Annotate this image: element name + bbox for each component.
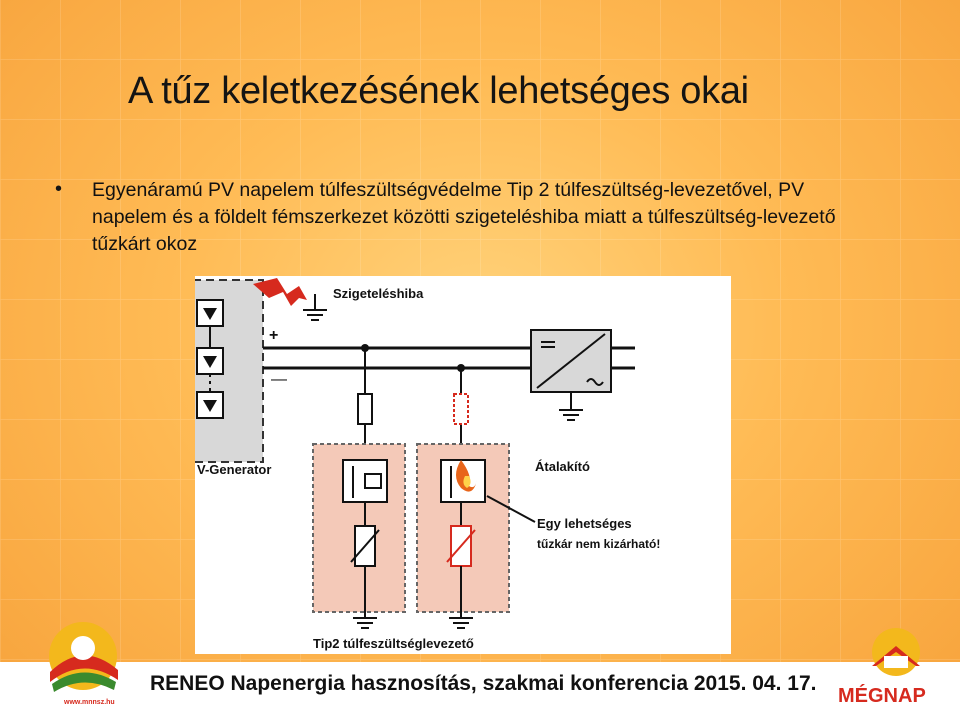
- left-logo-url: www.mnnsz.hu: [64, 699, 115, 706]
- spd-diagram: [195, 276, 731, 654]
- generator-label: V-Generator: [197, 462, 272, 477]
- slide-title: A tűz keletkezésének lehetséges okai: [128, 70, 749, 112]
- plus-label: +: [269, 327, 279, 344]
- megnap-logo-icon: [838, 622, 948, 712]
- fuse-2: [454, 394, 468, 424]
- footer-text: RENEO Napenergia hasznosítás, szakmai konferencia 2015. 04. 17.: [150, 672, 817, 695]
- inverter-label: Átalakító: [535, 459, 590, 474]
- fire-note-line2: tűzkár nem kizárható!: [537, 537, 661, 551]
- spd-diagram-svg: [195, 276, 731, 654]
- insulation-fault-label: Szigeteléshiba: [333, 286, 424, 301]
- bullet-icon: •: [55, 178, 63, 200]
- minus-label: —: [271, 371, 287, 388]
- bullet-text: Egyenáramú PV napelem túlfeszültségvédelme Tip 2 túlfeszültség-levezetővel, PV napelem és a földelt fémszerkezet közötti szigeteléshiba miatt a túlfeszültség-levezető tűzkárt okoz: [92, 179, 836, 255]
- mnnsz-logo-icon: [30, 600, 136, 710]
- fuse-1: [358, 394, 372, 424]
- spd-label: Tip2 túlfeszültséglevezető: [313, 636, 474, 651]
- fire-note-line1: Egy lehetséges: [537, 516, 632, 531]
- right-logo-text: MÉGNAP: [838, 685, 926, 707]
